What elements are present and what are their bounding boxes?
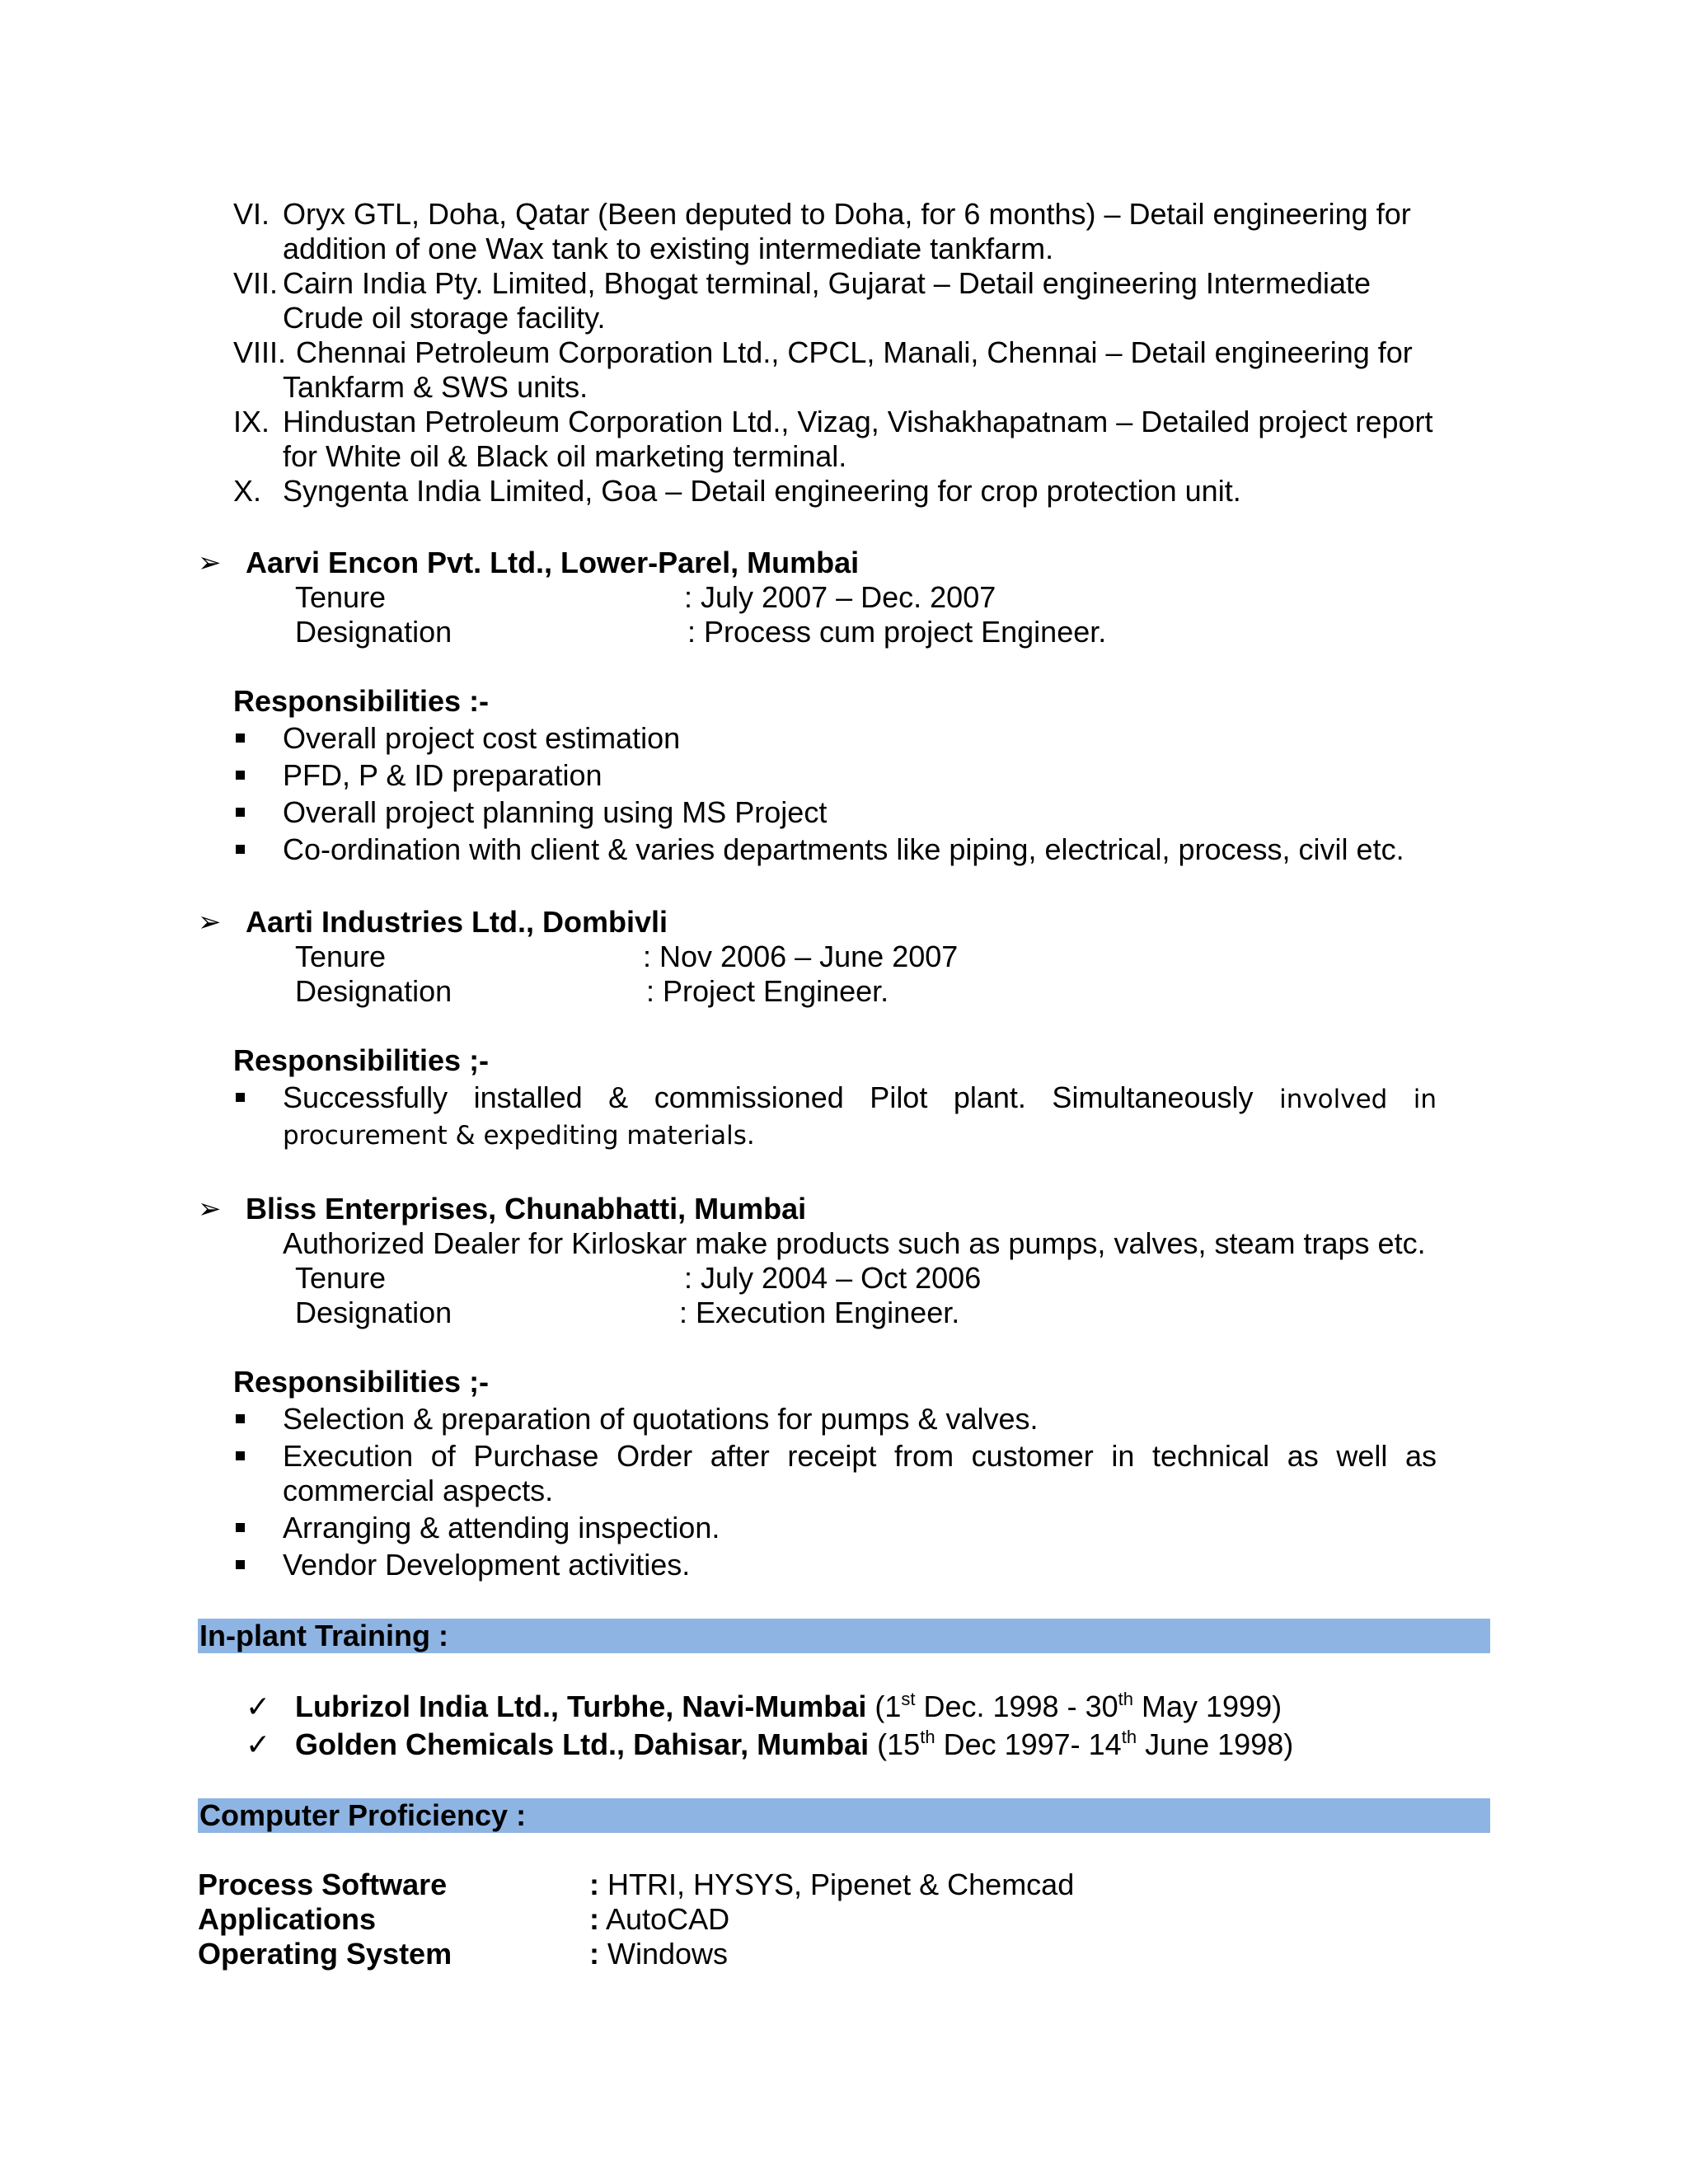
responsibility-item: Overall project cost estimation: [283, 721, 681, 755]
responsibilities-heading: Responsibilities ;-: [233, 1365, 490, 1399]
skill-value: : HTRI, HYSYS, Pipenet & Chemcad: [589, 1868, 1075, 1901]
square-bullet-icon: [236, 771, 245, 780]
responsibility-item: PFD, P & ID preparation: [283, 758, 603, 792]
responsibilities-heading: Responsibilities ;-: [233, 1043, 490, 1077]
project-text: Hindustan Petroleum Corporation Ltd., Vizag, Vishakhapatnam – Detailed project report: [283, 405, 1433, 438]
project-text: Cairn India Pty. Limited, Bhogat terminal, Gujarat – Detail engineering Intermediate: [283, 266, 1372, 300]
arrow-bullet-icon: ➢: [198, 907, 222, 938]
training-item: Golden Chemicals Ltd., Dahisar, Mumbai (15th Dec 1997- 14th June 1998): [295, 1727, 1294, 1761]
project-text: Crude oil storage facility.: [283, 301, 606, 335]
company-name: Aarti Industries Ltd., Dombivli: [246, 905, 668, 939]
square-bullet-icon: [236, 1093, 245, 1102]
section-heading-text: Computer Proficiency :: [199, 1798, 527, 1832]
section-heading-computer: [198, 1798, 1490, 1833]
responsibility-item: [283, 1080, 1437, 1117]
project-text: for White oil & Black oil marketing terminal.: [283, 439, 847, 473]
skill-value: : Windows: [589, 1937, 729, 1971]
skill-label: Process Software: [198, 1868, 448, 1901]
designation-label: Designation: [295, 974, 452, 1008]
responsibility-text: involved in: [1279, 1085, 1437, 1114]
responsibility-item: Execution of Purchase Order after receipt from customer in technical as well as: [283, 1439, 1437, 1473]
project-number: VI.: [233, 197, 270, 231]
responsibility-text: procurement & expediting materials.: [283, 1121, 755, 1151]
project-text: Oryx GTL, Doha, Qatar (Been deputed to Doha, for 6 months) – Detail engineering for: [283, 197, 1411, 231]
project-number: X.: [233, 474, 262, 508]
company-name: Aarvi Encon Pvt. Ltd., Lower-Parel, Mumbai: [246, 546, 860, 579]
checkmark-icon: ✓: [246, 1690, 271, 1723]
section-heading-training: [198, 1619, 1490, 1653]
responsibility-item: Selection & preparation of quotations for pumps & valves.: [283, 1402, 1039, 1436]
square-bullet-icon: [236, 808, 245, 817]
designation-value: : Process cum project Engineer.: [687, 615, 1107, 649]
responsibility-text: Successfully installed & commissioned Pilot plant. Simultaneously: [283, 1080, 1254, 1114]
arrow-bullet-icon: ➢: [198, 1193, 222, 1225]
designation-label: Designation: [295, 615, 452, 649]
section-heading-text: In-plant Training :: [199, 1619, 448, 1652]
skill-label: Operating System: [198, 1937, 452, 1971]
project-text: addition of one Wax tank to existing intermediate tankfarm.: [283, 232, 1054, 265]
project-number: VIII.: [233, 335, 287, 369]
square-bullet-icon: [236, 1451, 245, 1460]
skill-value: : AutoCAD: [589, 1902, 730, 1936]
responsibility-item: Co-ordination with client & varies departments like piping, electrical, process, civil etc.: [283, 832, 1404, 866]
company-name: Bliss Enterprises, Chunabhatti, Mumbai: [246, 1192, 807, 1226]
arrow-bullet-icon: ➢: [198, 547, 222, 579]
designation-label: Designation: [295, 1296, 452, 1329]
company-description: Authorized Dealer for Kirloskar make products such as pumps, valves, steam traps etc.: [283, 1226, 1426, 1260]
tenure-value: : July 2004 – Oct 2006: [684, 1261, 982, 1295]
project-text: Chennai Petroleum Corporation Ltd., CPCL, Manali, Chennai – Detail engineering for: [296, 335, 1413, 369]
checkmark-icon: ✓: [246, 1727, 271, 1761]
responsibility-item: Arranging & attending inspection.: [283, 1511, 720, 1544]
tenure-label: Tenure: [295, 940, 387, 973]
responsibility-item: Overall project planning using MS Project: [283, 795, 828, 829]
tenure-label: Tenure: [295, 1261, 387, 1295]
square-bullet-icon: [236, 733, 245, 743]
project-text: Syngenta India Limited, Goa – Detail engineering for crop protection unit.: [283, 474, 1241, 508]
tenure-value: : Nov 2006 – June 2007: [643, 940, 959, 973]
tenure-label: Tenure: [295, 580, 387, 614]
designation-value: : Project Engineer.: [646, 974, 889, 1008]
responsibility-text: commercial aspects.: [283, 1474, 554, 1507]
square-bullet-icon: [236, 1414, 245, 1423]
responsibility-item: Vendor Development activities.: [283, 1548, 691, 1582]
training-item: Lubrizol India Ltd., Turbhe, Navi-Mumbai (1st Dec. 1998 - 30th May 1999): [295, 1689, 1282, 1723]
square-bullet-icon: [236, 1560, 245, 1569]
square-bullet-icon: [236, 1523, 245, 1532]
designation-value: : Execution Engineer.: [679, 1296, 960, 1329]
square-bullet-icon: [236, 845, 245, 854]
skill-label: Applications: [198, 1902, 377, 1936]
project-number: IX.: [233, 405, 270, 438]
project-text: Tankfarm & SWS units.: [283, 370, 588, 404]
project-number: VII.: [233, 266, 279, 300]
tenure-value: : July 2007 – Dec. 2007: [684, 580, 996, 614]
responsibilities-heading: Responsibilities :-: [233, 684, 490, 718]
